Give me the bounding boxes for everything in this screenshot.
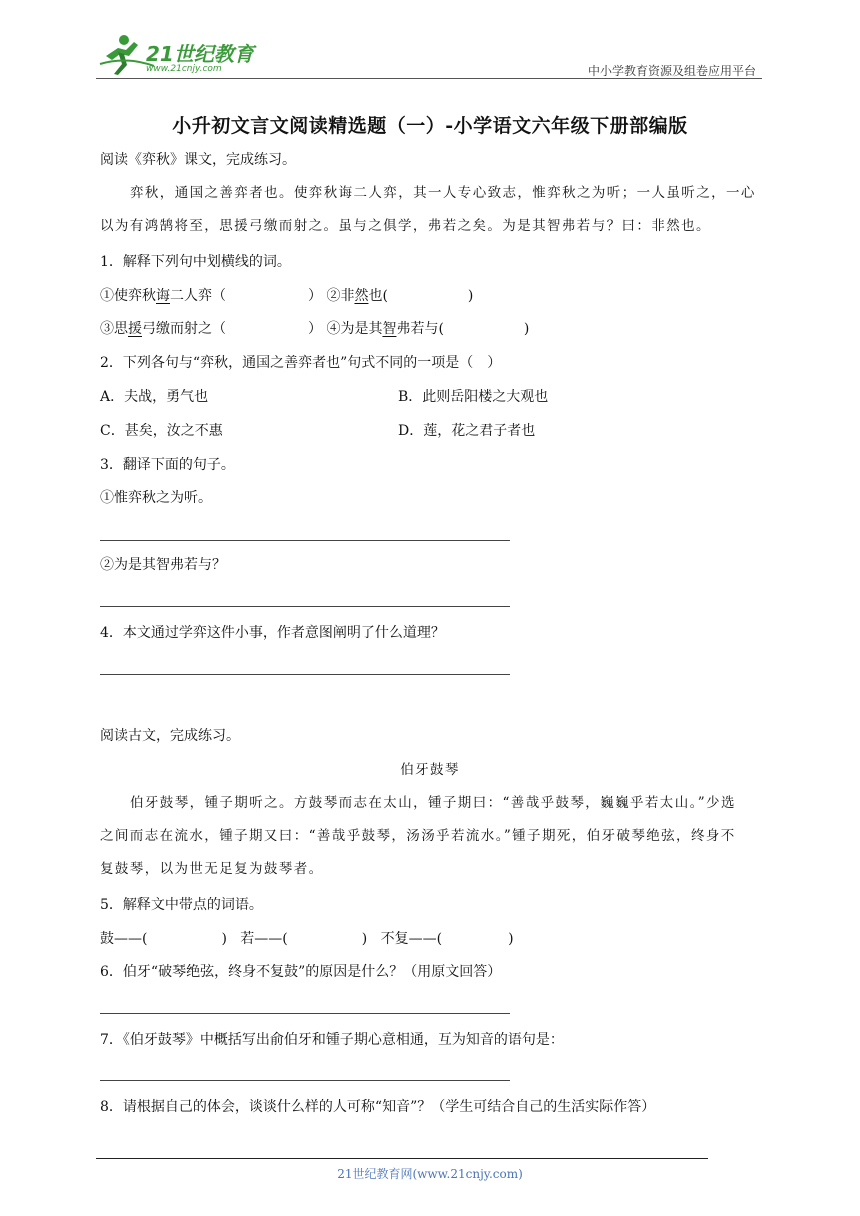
q3-item-1: ①惟弈秋之为听。 — [100, 490, 212, 506]
q1-c-word: 援 — [128, 321, 142, 337]
q2-option-b[interactable]: B．此则岳阳楼之大观也 — [398, 389, 549, 405]
q5-a-close: ) — [221, 931, 227, 947]
answer-line[interactable] — [100, 540, 510, 541]
header-divider — [96, 78, 762, 79]
answer-line[interactable] — [100, 606, 510, 607]
answer-line[interactable] — [100, 1080, 510, 1081]
page-title: 小升初文言文阅读精选题（一）-小学语文六年级下册部编版 — [172, 115, 688, 137]
footer-divider — [96, 1158, 708, 1159]
q3-item-2: ②为是其智弗若与？ — [100, 557, 226, 573]
q1-a-pre: ①使弈秋 — [100, 288, 156, 304]
answer-line[interactable] — [100, 674, 510, 675]
q1-b-close: ) — [467, 288, 474, 304]
question-2: 2．下列各句与“弈秋，通国之善弈者也”句式不同的一项是（ ） — [100, 355, 502, 371]
q1-a-post: 二人弈（ — [170, 288, 226, 304]
q2-option-a[interactable]: A．夫战，勇气也 — [100, 389, 209, 405]
passage1-line1: 弈秋，通国之善弈者也。使弈秋诲二人弈，其一人专心致志，惟弈秋之为听；一人虽听之，一心 — [130, 185, 756, 201]
question-5: 5．解释文中带点的词语。 — [100, 897, 263, 913]
question-7: 7．《伯牙鼓琴》中概括写出俞伯牙和锺子期心意相通，互为知音的语句是： — [100, 1032, 564, 1048]
q1-c-close: ） — [308, 321, 322, 337]
q2-option-d[interactable]: D．莲，花之君子者也 — [398, 423, 536, 439]
poem-title: 伯牙鼓琴 — [400, 762, 460, 778]
question-1: 1．解释下列句中划横线的词。 — [100, 254, 291, 270]
q5-b-close: ) — [361, 931, 368, 947]
passage2-line1: 伯牙鼓琴，锺子期听之。方鼓琴而志在太山，锺子期曰：“善哉乎鼓琴，巍巍乎若太山。”少选 — [130, 795, 736, 811]
q1-c-post: 弓缴而射之（ — [142, 321, 226, 337]
q1-row1 — [100, 286, 473, 306]
passage2-line2: 之间而志在流水，锺子期又曰：“善哉乎鼓琴，汤汤乎若流水。”锺子期死，伯牙破琴绝弦，终身不 — [100, 828, 736, 844]
q1-row2 — [100, 319, 529, 339]
question-3: 3．翻译下面的句子。 — [100, 457, 235, 473]
q1-c-pre: ③思 — [100, 321, 128, 337]
q1-a-word: 诲 — [156, 288, 170, 304]
platform-label: 中小学教育资源及组卷应用平台 — [587, 64, 756, 78]
q5-a: 鼓——( — [100, 931, 148, 947]
passage2-line3: 复鼓琴，以为世无足复为鼓琴者。 — [100, 861, 324, 877]
q1-d-close: ) — [523, 321, 530, 337]
answer-line[interactable] — [100, 1013, 510, 1014]
q1-d-post: 弗若与( — [396, 321, 444, 337]
q5-c: 不复——( — [380, 931, 443, 947]
q1-b-pre: ②非 — [326, 288, 355, 304]
question-6: 6．伯牙“破琴绝弦，终身不复鼓”的原因是什么？（用原文回答） — [100, 964, 502, 980]
q5-c-close: ) — [508, 931, 514, 947]
site-logo — [96, 30, 256, 80]
passage1-line2: 以为有鸿鹄将至，思援弓缴而射之。虽与之俱学，弗若之矣。为是其智弗若与？曰：非然也。 — [100, 218, 711, 234]
section1-intro: 阅读《弈秋》课文，完成练习。 — [100, 152, 296, 168]
footer-link[interactable]: 21世纪教育网(www.21cnjy.com) — [337, 1167, 523, 1181]
section2-intro: 阅读古文，完成练习。 — [100, 728, 240, 744]
q5-row — [100, 929, 514, 949]
q1-a-close: ） — [308, 288, 322, 304]
q1-b-post: 也( — [368, 288, 388, 304]
q1-b-word: 然 — [354, 288, 369, 304]
q2-option-c[interactable]: C．甚矣，汝之不惠 — [100, 423, 223, 439]
logo-url: www.21cnjy.com — [146, 64, 222, 74]
q5-b: 若——( — [240, 931, 288, 947]
q1-d-pre: ④为是其 — [326, 321, 383, 337]
question-8: 8．请根据自己的体会，谈谈什么样的人可称“知音”？（学生可结合自己的生活实际作答） — [100, 1099, 656, 1115]
question-4: 4．本文通过学弈这件小事，作者意图阐明了什么道理？ — [100, 625, 445, 641]
q1-d-word: 智 — [382, 321, 397, 337]
logo-text: 21世纪教育 — [146, 42, 254, 66]
